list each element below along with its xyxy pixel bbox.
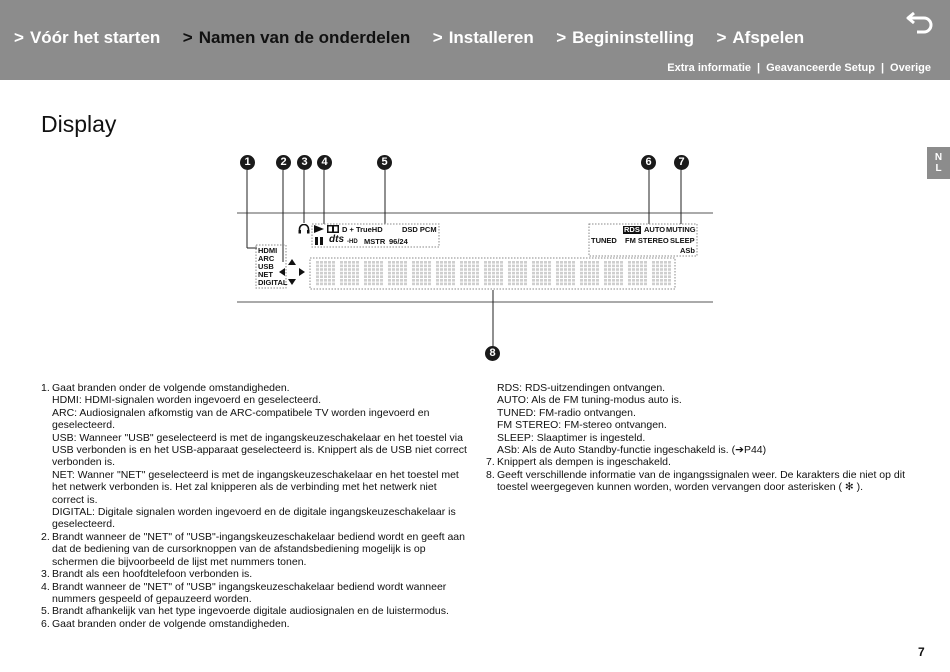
tab-namen-van-de-onderdelen[interactable]: > Namen van de onderdelen — [182, 28, 411, 47]
character-display — [312, 259, 674, 288]
char-cell — [340, 261, 359, 285]
indicator-dsd-pcm: DSD PCM — [402, 225, 437, 234]
marker-2: 2 — [276, 155, 291, 170]
description-right-column — [486, 382, 926, 494]
sublinks: Extra informatie | Geavanceerde Setup | Overige — [667, 62, 931, 74]
char-cell — [628, 261, 647, 285]
link-geavanceerde-setup[interactable]: Geavanceerde Setup — [766, 62, 875, 74]
link-extra-informatie[interactable]: Extra informatie — [667, 62, 752, 74]
list-item-4: 4. Brandt wanneer de "NET" of "USB" ingangskeuzeschakelaar bediend wordt wanneer nummers gespeeld of gepauzeerd worden. — [41, 580, 447, 605]
indicator-sample-rate: 96/24 — [389, 237, 408, 246]
indicator-fm-stereo: FM STEREO — [625, 236, 669, 245]
char-cell — [580, 261, 599, 285]
tab-begininstelling[interactable]: > Begininstelling — [556, 28, 694, 47]
indicator-mstr: MSTR — [364, 237, 386, 246]
char-cell — [532, 261, 551, 285]
indicator-net: NET — [258, 270, 273, 279]
tab-afspelen[interactable]: > Afspelen — [716, 28, 805, 47]
marker-6: 6 — [641, 155, 656, 170]
indicator-digital: DIGITAL — [258, 278, 288, 287]
indicator-tuned: TUNED — [591, 236, 617, 245]
indicator-auto: AUTO — [644, 225, 666, 234]
indicator-sleep: SLEEP — [670, 236, 695, 245]
char-cell — [316, 261, 335, 285]
list-item-6: 6. Gaat branden onder de volgende omstandigheden. — [41, 617, 290, 630]
indicator-asb: ASb — [680, 246, 695, 255]
char-cell — [436, 261, 455, 285]
list-item-7: 7. Knippert als dempen is ingeschakeld. — [486, 456, 671, 469]
char-cell — [484, 261, 503, 285]
indicator-dts: dts — [329, 234, 344, 245]
marker-3: 3 — [297, 155, 312, 170]
headphones-icon — [298, 224, 310, 234]
tab-voor-het-starten[interactable]: > Vóór het starten — [14, 28, 161, 47]
list-item-5: 5. Brandt afhankelijk van het type ingevoerde digitale audiosignalen en de luistermodus. — [41, 605, 449, 618]
link-overige[interactable]: Overige — [890, 62, 931, 74]
description-left-column — [41, 382, 469, 630]
indicator-hdmi: HDMI — [258, 246, 278, 255]
dolby-icon — [327, 225, 339, 233]
indicator-rds: RDS — [624, 225, 640, 234]
char-cell — [556, 261, 575, 285]
pause-icon — [315, 237, 323, 245]
marker-5: 5 — [377, 155, 392, 170]
cursor-arrows-icon — [278, 258, 306, 286]
list-item-3: 3. Brandt als een hoofdtelefoon verbonden is. — [41, 568, 253, 581]
indicator-truehd: D + TrueHD — [342, 225, 383, 234]
marker-8: 8 — [485, 346, 500, 361]
page-number: 7 — [918, 645, 925, 659]
char-cell — [364, 261, 383, 285]
char-cell — [604, 261, 623, 285]
indicator-dts-hd: -HD — [347, 239, 358, 245]
list-item-2: 2. Brandt wanneer de "NET" of "USB"-ingangskeuzeschakelaar bediend wordt en geeft aan dat de bediening van de cursorknoppen van de afstandsbediening mogelijk is op schermen die bijvoorbeeld de lijst met nummers tonen. — [41, 530, 465, 568]
tab-installeren[interactable]: > Installeren — [432, 28, 534, 47]
marker-4: 4 — [317, 155, 332, 170]
list-item-8: 8. Geeft verschillende informatie van de ingangssignalen weer. De karakters die niet op dit toestel weergegeven kunnen worden, worden vervangen door asterisken ( ✻ ). — [486, 468, 905, 494]
list-item-6-details: RDS: RDS-uitzendingen ontvangen. AUTO: Als de FM tuning-modus auto is. TUNED: FM-radio ontvangen. FM STEREO: FM-stereo ontvangen. SLEEP: Slaaptimer is ingesteld. ASb: Als de Auto Standby-functie ingeschakeld is. (➔P44) — [497, 382, 767, 457]
indicator-arc: ARC — [258, 254, 275, 263]
language-tab-nl[interactable]: N L — [927, 147, 950, 179]
char-cell — [652, 261, 671, 285]
char-cell — [388, 261, 407, 285]
char-cell — [412, 261, 431, 285]
char-cell — [460, 261, 479, 285]
char-cell — [508, 261, 527, 285]
play-icon — [314, 225, 324, 233]
list-item-1: 1. Gaat branden onder de volgende omstandigheden. HDMI: HDMI-signalen worden ingevoerd en geselecteerd. ARC: Audiosignalen afkomstig van de ARC-compatibele TV worden ingevoerd en geselecteerd. USB: Wanneer "USB" geselecteerd is met de ingangskeuzeschakelaar en het toestel via USB verbonden is en het USB-apparaat geselecteerd is. Knippert als de USB niet correct verbonden is. NET: Wanner "NET" geselecteerd is met de ingangskeuzeschakelaar en het toestel met het netwerk verbonden is. Het zal knipperen als de verbinding met het netwerk niet correct is. DIGITAL: Digitale signalen worden ingevoerd en de digitale ingangskeuzeschakelaar is geselecteerd. — [41, 382, 467, 531]
marker-1: 1 — [240, 155, 255, 170]
page-title: Display — [41, 111, 117, 138]
indicator-muting: MUTING — [666, 225, 696, 234]
indicator-usb: USB — [258, 262, 274, 271]
marker-7: 7 — [674, 155, 689, 170]
